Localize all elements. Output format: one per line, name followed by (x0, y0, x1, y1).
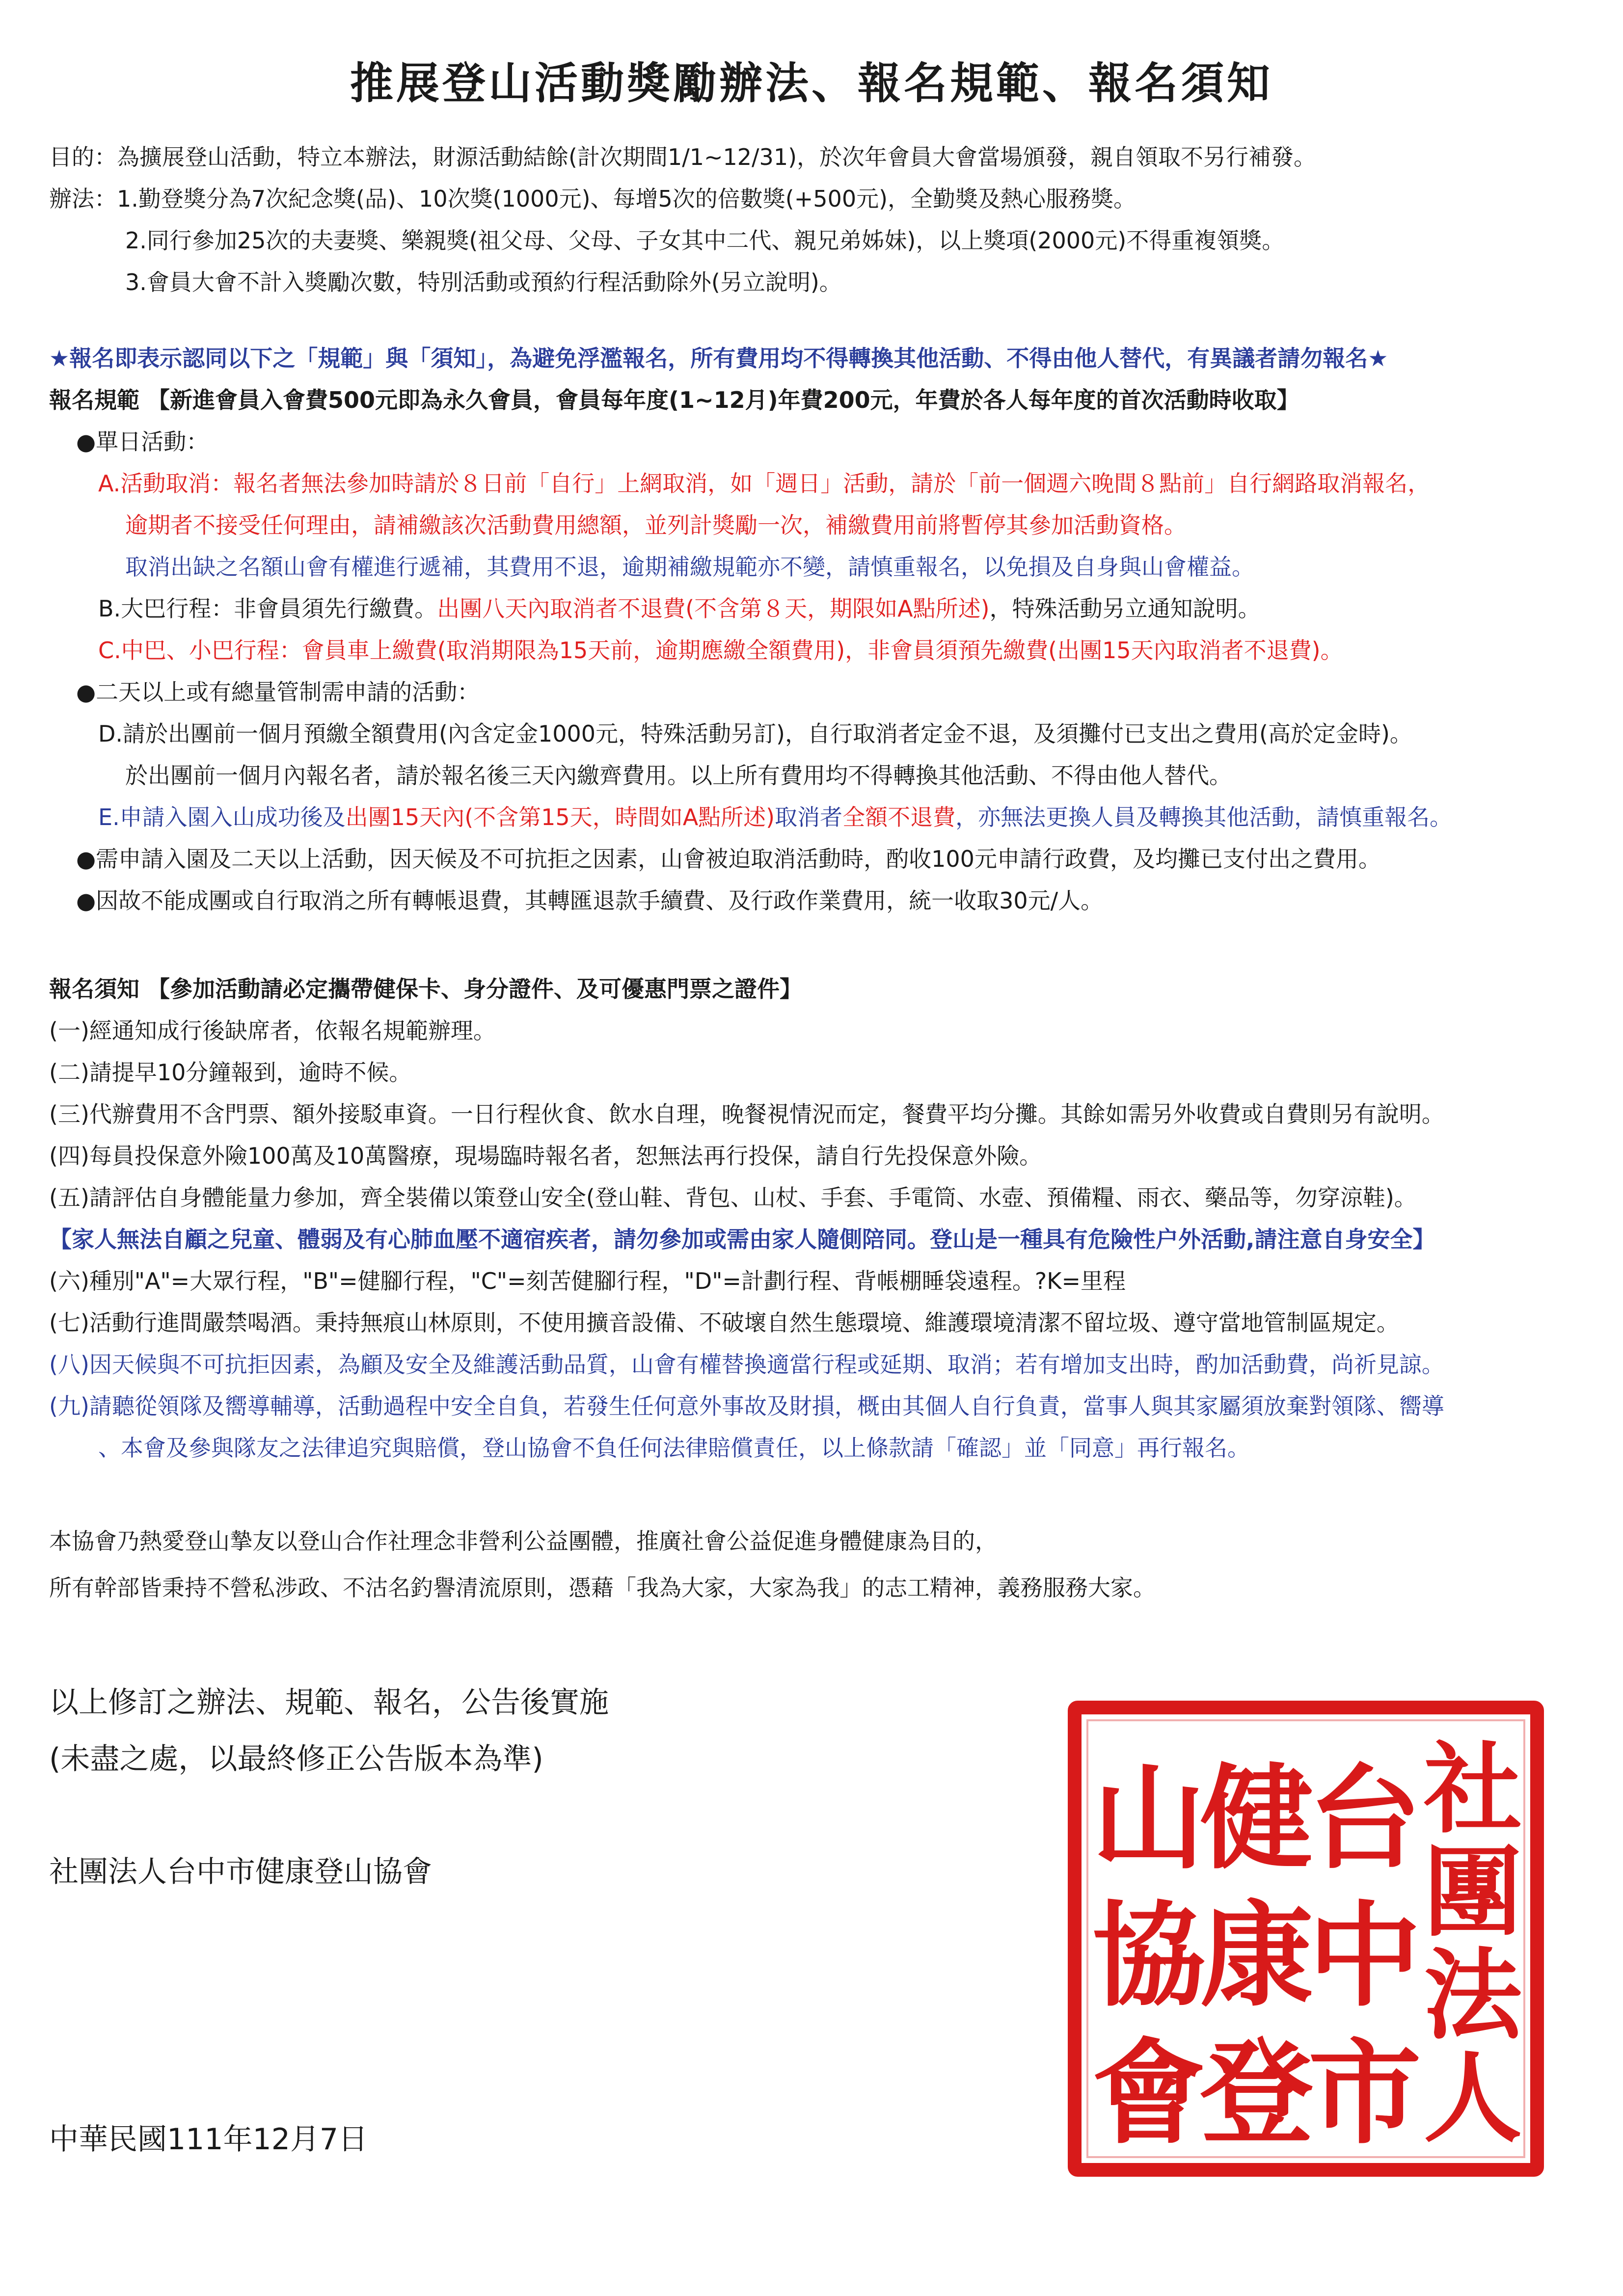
rule-e-part-1: E.申請入園入山成功後及 (98, 804, 346, 830)
about-line-2: 所有幹部皆秉持不營私涉政、不沽名釣譽清流原則，憑藉「我為大家，大家為我」的志工精神，義務服務大家。 (49, 1575, 1156, 1601)
seal-char: 中 (1308, 1890, 1422, 2022)
seal-char: 山 (1092, 1752, 1206, 1885)
guide-item-7: (七)活動行進間嚴禁喝酒。秉持無痕山林原則，不使用擴音設備、不破壞自然生態環境、維護環境清潔不留垃圾、遵守當地管制區規定。 (49, 1309, 1399, 1336)
association-seal (1068, 1701, 1544, 2177)
rules-header (49, 385, 1299, 415)
method-item-1: 辦法：1.勤登獎分為7次紀念獎(品)、10次獎(1000元)、每增5次的倍數獎(+500元)，全勤獎及熱心服務獎。 (49, 186, 1136, 212)
seal-char: 登 (1200, 2027, 1314, 2160)
footer-date: 中華民國111年12月7日 (49, 2122, 368, 2157)
seal-svg (1068, 1701, 1544, 2177)
rules-header-text: 報名規範 【新進會員入會費500元即為永久會員，會員每年度(1~12月)年費200元，年費於各人每年度的首次活動時收取】 (49, 387, 1299, 413)
rule-e-part-2: 出團15天內(不含第15天，時間如A點所述) (345, 804, 775, 830)
rule-e (98, 802, 1452, 832)
method-item-2: 2.同行參加25次的夫妻獎、樂親獎(祖父母、父母、子女其中二代、親兄弟姊妹)，以上獎項(2000元)不得重複領獎。 (125, 227, 1285, 254)
seal-char: 協 (1092, 1890, 1206, 2022)
rule-e-part-4: 全額不退費 (842, 804, 956, 830)
seal-char: 會 (1092, 2027, 1206, 2160)
seal-char: 社 (1423, 1732, 1522, 1847)
bullet-weather: ●需申請入園及二天以上活動，因天候及不可抗拒之因素，山會被迫取消活動時，酌收100元申請行政費，及均攤已支付出之費用。 (76, 846, 1381, 872)
guide-item-8: (八)因天候與不可抗拒因素，為顧及安全及維護活動品質，山會有權替換適當行程或延期、取消；若有增加支出時，酌加活動費，尚祈見諒。 (49, 1351, 1444, 1378)
page-title: 推展登山活動獎勵辦法、報名規範、報名須知 (350, 57, 1273, 108)
guide-item-1: (一)經通知成行後缺席者，依報名規範辦理。 (49, 1017, 496, 1044)
guide-item-4: (四)每員投保意外險100萬及10萬醫療，現場臨時報名者，恕無法再行投保，請自行先投保意外險。 (49, 1143, 1042, 1169)
registration-notice: ★報名即表示認同以下之「規範」與「須知」，為避免浮濫報名，所有費用均不得轉換其他活動、不得由他人替代，有異議者請勿報名★ (49, 345, 1388, 372)
guide-item-6: (六)種別"A"=大眾行程，"B"=健腳行程，"C"=刻苦健腳行程，"D"=計劃行程、背帳棚睡袋遠程。?K=里程 (49, 1268, 1126, 1294)
multi-day-header: ●二天以上或有總量管制需申請的活動： (76, 679, 480, 705)
rule-b-highlight: 出團八天內取消者不退費(不含第８天，期限如A點所述) (437, 595, 990, 622)
method-item-3: 3.會員大會不計入獎勵次數，特別活動或預約行程活動除外(另立說明)。 (125, 269, 842, 295)
rule-d-line-1: D.請於出團前一個月預繳全額費用(內含定金1000元，特殊活動另訂)，自行取消者定金不退，及須攤付已支出之費用(高於定金時)。 (98, 721, 1412, 747)
rule-c: C.中巴、小巴行程：會員車上繳費(取消期限為15天前，逾期應繳全額費用)，非會員須預先繳費(出團15天內取消者不退費)。 (98, 637, 1343, 664)
footer-note: (未盡之處，以最終修正公告版本為準) (49, 1742, 543, 1776)
footer-revision: 以上修訂之辦法、規範、報名，公告後實施 (49, 1685, 609, 1720)
single-day-header: ●單日活動： (76, 428, 209, 455)
seal-char: 康 (1200, 1890, 1314, 2022)
guide-item-9-line-1: (九)請聽從領隊及嚮導輔導，活動過程中安全自負，若發生任何意外事故及財損，概由其個人自行負責，當事人與其家屬須放棄對領隊、嚮導 (49, 1393, 1444, 1419)
guide-family-warning: 【家人無法自顧之兒童、體弱及有心肺血壓不適宿疾者，請勿參加或需由家人隨側陪同。登山是一種具有危險性户外活動,請注意自身安全】 (49, 1226, 1435, 1253)
guide-item-3: (三)代辦費用不含門票、額外接駁車資。一日行程伙食、飲水自理，晚餐視情況而定，餐費平均分攤。其餘如需另外收費或自費則另有說明。 (49, 1101, 1444, 1127)
rule-a-line-2: 逾期者不接受任何理由，請補繳該次活動費用總額，並列計獎勵一次，補繳費用前將暫停其參加活動資格。 (125, 512, 1187, 538)
about-line-1: 本協會乃熱愛登山摯友以登山合作社理念非營利公益團體，推廣社會公益促進身體健康為目的， (49, 1528, 998, 1554)
rule-a-line-1: A.活動取消：報名者無法參加時請於８日前「自行」上網取消，如「週日」活動，請於「前一個週六晚間８點前」自行網路取消報名， (98, 470, 1431, 497)
seal-char: 法 (1423, 1938, 1522, 2053)
seal-char: 市 (1308, 2027, 1422, 2160)
seal-char: 團 (1423, 1835, 1522, 1950)
guide-item-5: (五)請評估自身體能量力參加，齊全裝備以策登山安全(登山鞋、背包、山杖、手套、手電筒、水壺、預備糧、雨衣、藥品等，勿穿涼鞋)。 (49, 1184, 1417, 1211)
rule-d-line-2: 於出團前一個月內報名者，請於報名後三天內繳齊費用。以上所有費用均不得轉換其他活動、不得由他人替代。 (125, 762, 1232, 789)
rule-e-part-3: 取消者 (775, 804, 843, 830)
seal-char: 人 (1423, 2041, 1522, 2156)
seal-char: 健 (1200, 1752, 1314, 1885)
guide-header: 報名須知 【參加活動請必定攜帶健保卡、身分證件、及可優惠門票之證件】 (49, 976, 803, 1002)
rule-a-line-3: 取消出缺之名額山會有權進行遞補，其費用不退，逾期補繳規範亦不變，請慎重報名，以免損及自身與山會權益。 (125, 554, 1254, 580)
rule-b-prefix: B.大巴行程：非會員須先行繳費。 (98, 595, 437, 622)
footer-org: 社團法人台中市健康登山協會 (49, 1855, 432, 1889)
purpose-text: 目的：為擴展登山活動，特立本辦法，財源活動結餘(計次期間1/1~12/31)，於次年會員大會當場頒發，親自領取不另行補發。 (49, 144, 1317, 170)
seal-char: 台 (1308, 1752, 1422, 1885)
rule-b (98, 594, 1261, 623)
rule-b-suffix: ，特殊活動另立通知說明。 (989, 595, 1261, 622)
guide-item-9-line-2: 、本會及參與隊友之法律追究與賠償，登山協會不負任何法律賠償責任，以上條款請「確認」並「同意」再行報名。 (98, 1435, 1250, 1461)
bullet-refund: ●因故不能成團或自行取消之所有轉帳退費，其轉匯退款手續費、及行政作業費用，統一收取30元/人。 (76, 887, 1104, 914)
rule-e-part-5: ，亦無法更換人員及轉換其他活動，請慎重報名。 (955, 804, 1453, 830)
guide-item-2: (二)請提早10分鐘報到，逾時不候。 (49, 1059, 412, 1086)
